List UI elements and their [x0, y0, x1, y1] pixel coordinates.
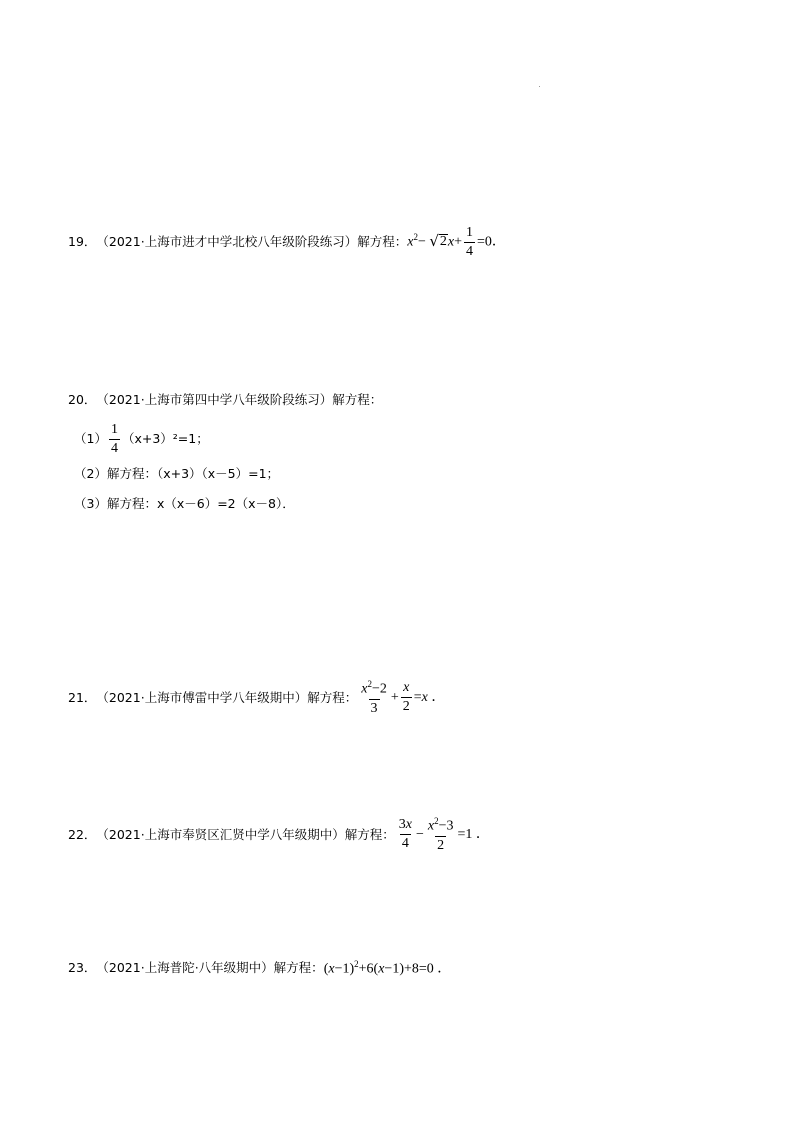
problem-20-part-1: （1） $\frac{1}{4}$ （x+3）²=1； [74, 422, 209, 456]
problem-23 [68, 960, 451, 977]
equation: $x^2-$ √ 2 x+ $\frac{1}{4}$ =0． [407, 225, 506, 259]
problem-source: （2021·上海市奉贤区汇贤中学八年级期中） [96, 826, 345, 842]
problem-20-part-3 [74, 498, 295, 511]
problem-source: （2021·上海普陀·八年级期中） [96, 960, 274, 976]
problem-20 [68, 394, 382, 407]
problem-instruction: 解方程： [357, 234, 408, 250]
problem-number: 23． [68, 960, 97, 976]
problem-21 [68, 680, 445, 716]
stray-mark [539, 86, 540, 87]
part-label: （3） [74, 496, 107, 511]
equation: $\frac{x^2-2}{3}$ + $\frac{x}{2}$ =x ． [361, 679, 446, 716]
problem-instruction: 解方程： [344, 826, 395, 842]
problem-20-part-2 [74, 468, 279, 481]
equation: $\frac{3x}{4}$ − $\frac{x^2-3}{2}$ =1 ． [398, 816, 490, 853]
problem-19 [68, 226, 506, 259]
problem-source: （2021·上海市进才中学北校八年级阶段练习） [96, 234, 358, 250]
problem-source: （2021·上海市第四中学八年级阶段练习） [96, 392, 333, 407]
problem-number: 19． [68, 234, 97, 250]
problem-instruction: 解方程： [273, 960, 324, 976]
part-label: （1） [74, 431, 107, 447]
problem-source: （2021·上海市傅雷中学八年级期中） [96, 689, 308, 705]
problem-22 [68, 817, 490, 853]
equation: $(x-1)^2+6(x-1)+8=0$ ． [323, 959, 452, 977]
part-text: 解方程：x（x－6）=2（x－8）． [106, 496, 295, 511]
part-text: （x+3）²=1； [121, 431, 209, 447]
problem-number: 20． [68, 392, 97, 407]
problem-number: 21． [68, 689, 97, 705]
part-label: （2） [74, 466, 107, 481]
problem-number: 22． [68, 826, 97, 842]
part-text: 解方程：（x+3）（x－5）=1； [106, 466, 280, 481]
problem-instruction: 解方程： [307, 689, 358, 705]
problem-instruction: 解方程： [332, 392, 383, 407]
